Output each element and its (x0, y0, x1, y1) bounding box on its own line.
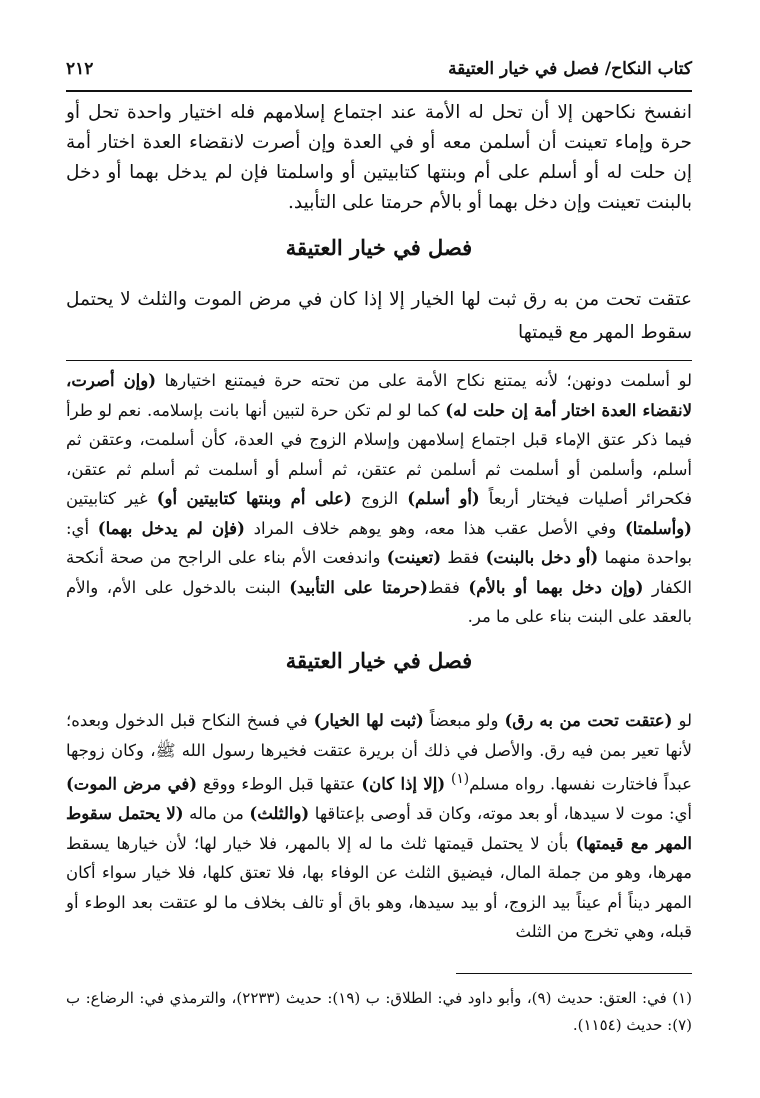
sharh-text: واندفعت الأم بناء على الراجح من صحة أنكحة الكفار (66, 548, 693, 597)
matn-quote: (والثلث) (249, 804, 310, 823)
page-header (66, 52, 692, 86)
sharh-text: وفي الأصل عقب هذا معه، وهو يوهم خلاف المراد (244, 518, 625, 538)
sharh-text: البنت بالدخول على الأم، والأم بالعقد على البنت بناء على ما مر. (66, 577, 692, 626)
matn-section-paragraph: عتقت تحت من به رق ثبت لها الخيار إلا إذا كان في مرض الموت والثلث لا يحتمل سقوط المهر مع قيمتها (66, 289, 692, 343)
sharh-text: أي: بواحدة منهما (66, 518, 692, 567)
sharh-text: غير كتابيتين (66, 489, 157, 508)
sharh-text: بأن لا يحتمل قيمتها ثلث ما له إلا بالمهر، فلا خيار لها؛ لأن خيارها يسقط مهرها، وهو من جملة المال، فيضيق الثلث عن الوفاء بها، فلا تعتق كلها، فلا خيار سواء أكان المهر ديناً أم عيناً بيد الزوج، أو بيد سيدها، وهو باق أو تالف بخلاف ما لو عتقت بعد الوطء أو قبله، وهي تخرج من الثلث (66, 833, 692, 941)
sharh-text: من ماله (183, 804, 250, 823)
matn-quote: (في مرض الموت) (66, 774, 198, 794)
matn-quote: (ثبت لها الخيار) (313, 711, 424, 730)
sharh-text: الزوج (351, 489, 408, 508)
matn-quote: (وإن دخل بهما أو بالأم) (468, 577, 644, 597)
sharh-paragraph-2 (66, 706, 692, 947)
matn-quote: (أو أسلم) (407, 489, 480, 508)
sharh-text: عتقها قبل الوطء ووقع (197, 774, 362, 794)
sharh-text: فقط (427, 577, 469, 597)
matn-quote: (وإن أصرت، لانقضاء العدة اختار أمة إن حلت له) (66, 371, 692, 420)
matn-quote: (على أم وبنتها كتابيتين أو) (156, 489, 352, 508)
page-number: ٢١٢ (66, 59, 94, 79)
sharh-text: أي: موت لا سيدها، أو بعد موته، وكان قد أوصى بإعتاقها (309, 804, 693, 823)
sharh-text: في فسخ النكاح قبل الدخول وبعده؛ لأنها تعير بمن فيه رق. والأصل في ذلك أن بريرة عتقت فخيرها رسول الله ﷺ، وكان زوجها عبداً فاختارت نفسها. رواه مسلم (66, 711, 693, 794)
matn-quote: (إلا إذا كان) (361, 774, 446, 794)
sharh-paragraph-1 (66, 366, 692, 632)
matn-quote: (لا يحتمل سقوط المهر مع قيمتها) (66, 804, 692, 853)
matn-quote: (فإن لم يدخل بهما) (97, 518, 245, 538)
sharh-text: كما لو لم تكن حرة لتبين أنها بانت بإسلامه. نعم لو طرأ فيما ذكر عتق الإماء قبل اجتماع إسلامهن وإسلام الزوج في العدة، كأن أسلمت، وعتقن ثم أسلم، وأسلمن أو أسلمت ثم أسلمن ثم عتقن، ثم أسلم أو أسلمت ثم أسلم ثم عتقن، فكحرائر أصليات فيختار أربعاً (66, 400, 693, 508)
sharh-text: فقط (441, 548, 486, 567)
matn-quote: (عتقت تحت من به رق) (504, 711, 673, 730)
running-title: كتاب النكاح/ فصل في خيار العتيقة (448, 59, 692, 79)
matn-paragraph: انفسخ نكاحهن إلا أن تحل له الأمة عند اجتماع إسلامهم فله اختيار واحدة تحل أو حرة وإماء تعينت أن أسلمن معه أو في العدة وإن أصرت لانقضاء العدة اختار أمة إن حلت له أو أسلم على أم وبنتها كتابيتين أو واسلمتا فإن لم يدخل بهما أو دخل بالبنت تعينت وإن دخل بهما أو بالأم حرمتا على التأبيد. (66, 102, 692, 213)
matn-quote: (حرمتا على التأبيد) (289, 577, 428, 597)
sharh-text: ولو مبعضاً (423, 711, 505, 730)
matn-sharh-divider (66, 360, 692, 361)
footnote-rule (456, 973, 692, 974)
sharh-text: لو (672, 711, 692, 730)
matn-quote: (وأسلمتا) (624, 518, 692, 538)
footnote: (١) في: العتق: حديث (٩)، وأبو داود في: الطلاق: ب (١٩): حديث (٢٢٣٣)، والترمذي في: الرضاع: ب (٧): حديث (١١٥٤). (66, 989, 693, 1034)
section-heading: فصل في خيار العتيقة (285, 235, 473, 260)
sharh-text: لو أسلمت دونهن؛ لأنه يمتنع نكاح الأمة على من تحته حرة فيمتنع اختيارها (156, 371, 692, 390)
matn-quote: (أو دخل بالبنت) (485, 548, 599, 567)
header-rule (66, 90, 692, 92)
matn-quote: (تعينت) (386, 548, 442, 567)
footnote-marker: (١) (451, 771, 470, 787)
sharh-section-heading: فصل في خيار العتيقة (285, 648, 473, 673)
